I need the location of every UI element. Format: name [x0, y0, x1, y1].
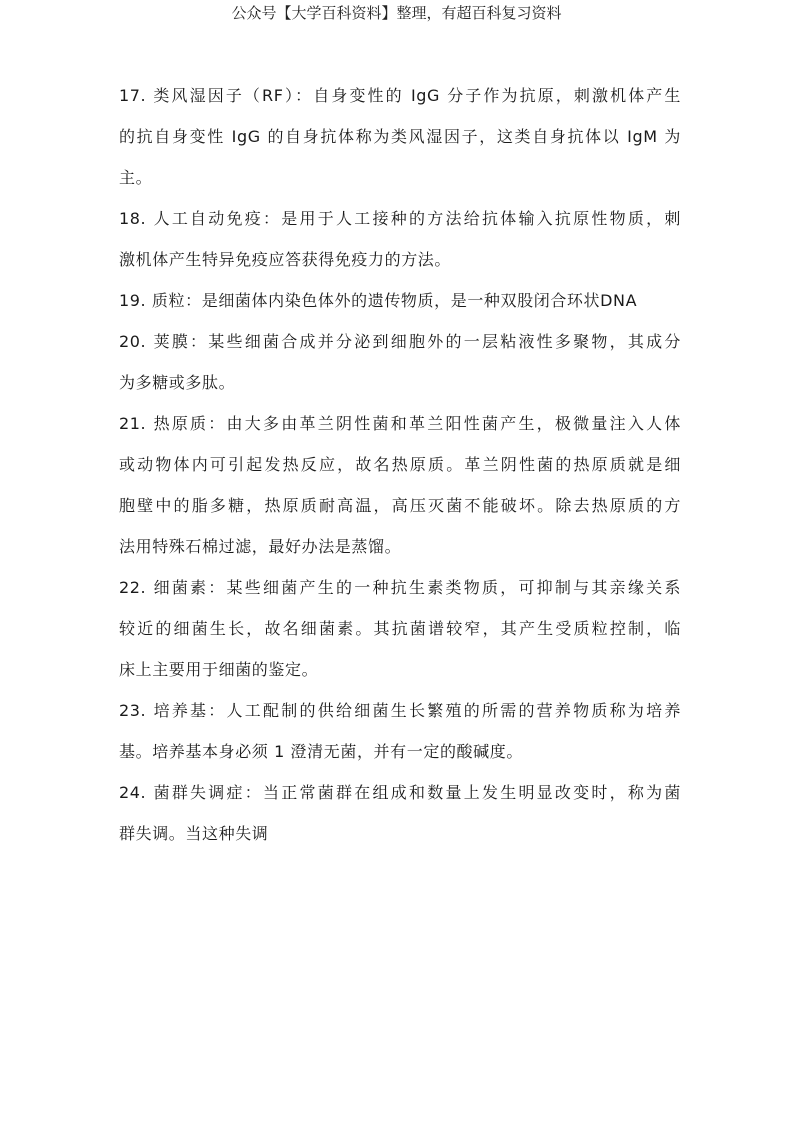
entry-20-capsule — [119, 330, 681, 394]
entry-17-rheumatoid-factor — [119, 84, 681, 189]
text-line: 为多糖或多肽。 — [119, 373, 236, 392]
text-line: 基。培养基本身必须 1 澄清无菌，并有一定的酸碱度。 — [119, 742, 523, 761]
text-line: 群失调。当这种失调 — [119, 824, 269, 843]
entry-24-dysbacteriosis — [119, 781, 681, 845]
entry-18-artificial-active-immunity — [119, 207, 681, 271]
entry-23-culture-medium — [119, 699, 681, 763]
text-line: 的抗自身变性 IgG 的自身抗体称为类风湿因子，这类自身抗体以 IgM 为 — [119, 127, 681, 146]
entry-19-plasmid — [119, 289, 681, 312]
text-line: 24. 菌群失调症：当正常菌群在组成和数量上发生明显改变时，称为菌 — [119, 783, 681, 802]
text-line: 18. 人工自动免疫：是用于人工接种的方法给抗体输入抗原性物质，刺 — [119, 209, 681, 228]
entry-22-bacteriocin — [119, 576, 681, 681]
text-line: 19. 质粒：是细菌体内染色体外的遗传物质，是一种双股闭合环状DNA — [119, 291, 638, 310]
text-line: 或动物体内可引起发热反应，故名热原质。革兰阴性菌的热原质就是细 — [119, 455, 681, 474]
text-line: 床上主要用于细菌的鉴定。 — [119, 660, 319, 679]
text-line: 20. 荚膜：某些细菌合成并分泌到细胞外的一层粘液性多聚物，其成分 — [119, 332, 681, 351]
text-line: 22. 细菌素：某些细菌产生的一种抗生素类物质，可抑制与其亲缘关系 — [119, 578, 681, 597]
entry-21-pyrogen — [119, 412, 681, 558]
text-line: 较近的细菌生长，故名细菌素。其抗菌谱较窄，其产生受质粒控制，临 — [119, 619, 681, 638]
text-line: 21. 热原质：由大多由革兰阴性菌和革兰阳性菌产生，极微量注入人体 — [119, 414, 681, 433]
text-line: 主。 — [119, 168, 153, 187]
text-line: 17. 类风湿因子（RF）：自身变性的 IgG 分子作为抗原，刺激机体产生 — [119, 86, 681, 105]
text-line: 法用特殊石棉过滤，最好办法是蒸馏。 — [119, 537, 402, 556]
document-body — [119, 84, 681, 863]
text-line: 胞壁中的脂多糖，热原质耐高温，高压灭菌不能破坏。除去热原质的方 — [119, 496, 681, 515]
text-line: 激机体产生特异免疫应答获得免疫力的方法。 — [119, 250, 452, 269]
text-line: 23. 培养基：人工配制的供给细菌生长繁殖的所需的营养物质称为培养 — [119, 701, 681, 720]
page-header: 公众号【大学百科资料】整理，有超百科复习资料 — [231, 4, 562, 22]
